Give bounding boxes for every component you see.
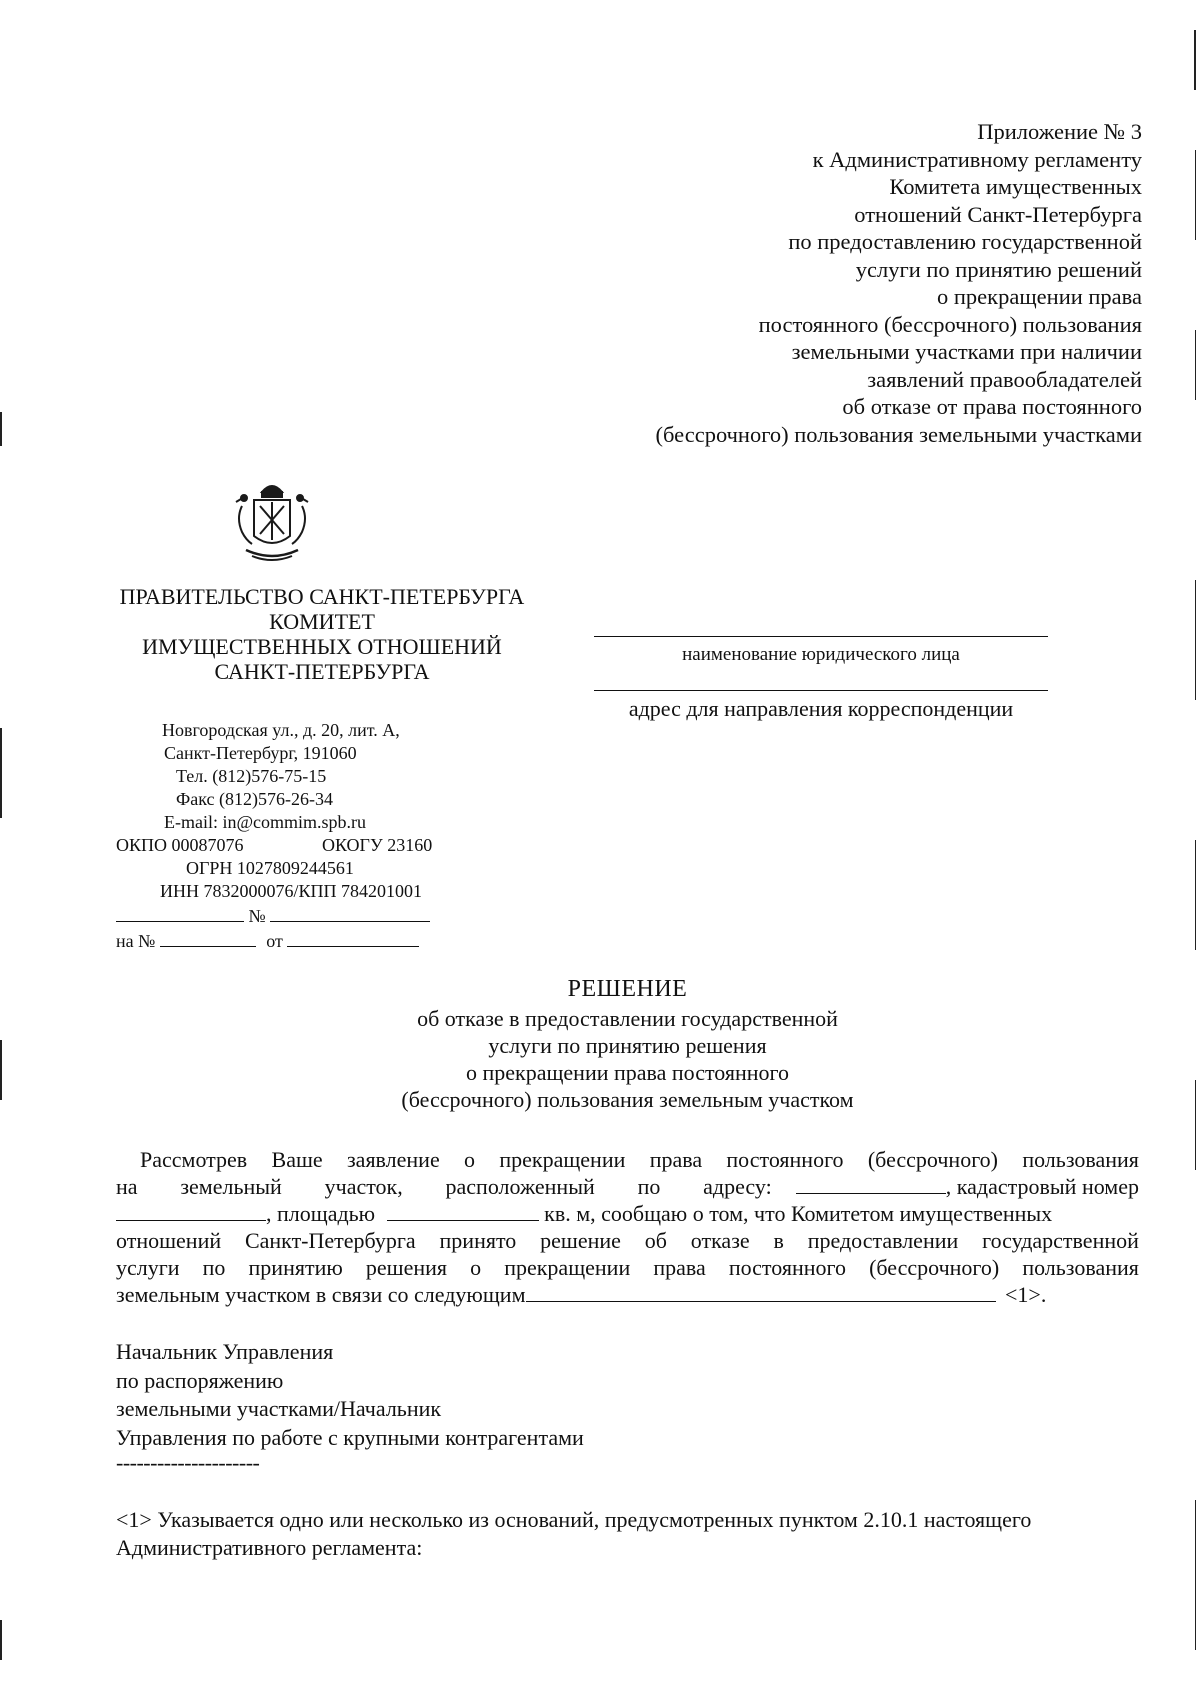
signature-separator: ---------------------: [116, 1450, 260, 1475]
body-word: пользования: [1022, 1255, 1139, 1280]
body-word: прекращении: [499, 1147, 626, 1172]
scan-edge-mark: [1195, 150, 1196, 240]
body-word: в: [773, 1228, 784, 1253]
signature-line-1: Начальник Управления: [116, 1339, 334, 1364]
appendix-line: по предоставлению государственной: [788, 229, 1142, 254]
address-line-1: Новгородская ул., д. 20, лит. А,: [162, 720, 400, 740]
scan-edge-mark: [1195, 1500, 1196, 1650]
scan-edge-mark: [1195, 1080, 1196, 1170]
body-word: участок,: [324, 1174, 403, 1199]
body-word: принято: [439, 1228, 517, 1253]
appendix-header: [656, 118, 1142, 448]
scan-edge-mark: [0, 728, 2, 818]
body-word: (бессрочного): [869, 1255, 1000, 1280]
body-line-2-tail: [796, 1173, 1139, 1200]
okpo: ОКПО 00087076: [116, 835, 244, 855]
body-word: Рассмотрев: [140, 1147, 248, 1172]
cadastral-blank: [116, 1201, 266, 1221]
ref-number-blank: [160, 928, 256, 947]
body-word: постоянного: [728, 1255, 846, 1280]
appendix-line: земельными участками при наличии: [791, 339, 1142, 364]
signature-line-4: Управления по работе с крупными контрагентами: [116, 1424, 584, 1450]
email: E-mail: in@commim.spb.ru: [164, 812, 367, 832]
body-line-5: [116, 1254, 1139, 1281]
phone: Тел. (812)576-75-15: [176, 766, 327, 786]
appendix-line: к Административному регламенту: [812, 146, 1142, 172]
body-word: государственной: [982, 1228, 1139, 1253]
body-line-1: [116, 1146, 1139, 1173]
recipient-name-block: [594, 636, 1048, 667]
footnote-ref: <1>.: [1005, 1282, 1047, 1307]
outgoing-number-line: [116, 903, 430, 928]
scan-edge-mark: [1195, 580, 1196, 700]
scan-edge-mark: [1194, 30, 1196, 90]
scan-edge-mark: [0, 412, 2, 446]
number-blank: [270, 903, 430, 922]
body-word: принятию: [248, 1255, 343, 1280]
body-word: (бессрочного): [867, 1147, 999, 1172]
recipient-address-label: адрес для направления корреспонденции: [628, 696, 1014, 721]
body-word: решения: [365, 1255, 448, 1280]
area-label: , площадью: [266, 1201, 376, 1226]
footnote: [116, 1506, 1156, 1562]
ref-label: на №: [116, 931, 156, 951]
body-word: адресу:: [703, 1174, 772, 1199]
footnote-line-2: Административного регламента:: [116, 1535, 423, 1560]
body-line-3-text: кв. м, сообщаю о том, что Комитетом имущественных: [544, 1201, 1053, 1226]
body-line-4: [116, 1227, 1139, 1254]
decision-body: [116, 1146, 1139, 1308]
scan-edge-mark: [1195, 840, 1196, 950]
number-label: №: [248, 906, 266, 926]
decision-heading: [200, 976, 1055, 1113]
decision-line-1: об отказе в предоставлении государственной: [417, 1006, 838, 1031]
signature-line-2: по распоряжению: [116, 1367, 284, 1393]
decision-line-4: (бессрочного) пользования земельным участком: [401, 1087, 854, 1112]
scan-edge-mark: [0, 1620, 2, 1660]
body-word: по: [637, 1174, 661, 1199]
body-word: на: [116, 1174, 138, 1199]
body-word: решение: [540, 1228, 621, 1253]
ref-date-blank: [287, 928, 419, 947]
appendix-line: (бессрочного) пользования земельными участками: [655, 421, 1142, 447]
appendix-line: отношений Санкт-Петербурга: [854, 201, 1142, 227]
footnote-line-1: <1> Указывается одно или несколько из оснований, предусмотренных пунктом 2.10.1 настоящего: [116, 1507, 1032, 1532]
fax: Факс (812)576-26-34: [176, 789, 333, 809]
body-word: Санкт-Петербурга: [244, 1228, 416, 1253]
body-word: по: [202, 1255, 226, 1280]
address-blank: [796, 1174, 946, 1194]
body-line-6: [116, 1281, 1139, 1308]
signature-line-3: земельными участками/Начальник: [116, 1396, 442, 1421]
body-line-3: [116, 1200, 1139, 1227]
body-word: прекращении: [504, 1255, 631, 1280]
appendix-line: услуги по принятию решений: [855, 256, 1142, 282]
signature-block: [116, 1338, 584, 1474]
body-word: права: [653, 1255, 706, 1280]
appendix-line: о прекращении права: [937, 284, 1142, 309]
body-word: расположенный: [445, 1174, 595, 1199]
org-line-4: САНКТ-ПЕТЕРБУРГА: [214, 659, 430, 684]
body-word: о: [470, 1255, 482, 1280]
appendix-line: об отказе от права постоянного: [842, 394, 1142, 419]
reference-line: [116, 928, 419, 953]
decision-line-2: услуги по принятию решения: [488, 1033, 767, 1058]
reason-label: земельным участком в связи со следующим: [116, 1282, 526, 1307]
appendix-line: Комитета имущественных: [889, 174, 1142, 199]
body-word: услуги: [116, 1255, 180, 1280]
scan-edge-mark: [0, 1040, 2, 1100]
recipient-name-line: [594, 636, 1048, 637]
contacts-block: [0, 0, 600, 1000]
cadastral-label: , кадастровый номер: [945, 1174, 1139, 1199]
org-line-3: ИМУЩЕСТВЕННЫХ ОТНОШЕНИЙ: [142, 634, 502, 659]
decision-title: РЕШЕНИЕ: [567, 976, 688, 1002]
ogrn: ОГРН 1027809244561: [186, 858, 354, 878]
appendix-line: Приложение № 3: [977, 119, 1142, 144]
body-line-2: [116, 1173, 1139, 1200]
recipient-name-label: наименование юридического лица: [682, 644, 960, 665]
date-blank: [116, 903, 244, 922]
body-word: отказе: [690, 1228, 750, 1253]
from-label: от: [266, 931, 283, 951]
body-word: о: [464, 1147, 476, 1172]
area-blank: [387, 1201, 539, 1221]
body-word: об: [644, 1228, 667, 1253]
body-word: пользования: [1022, 1147, 1139, 1172]
body-word: постоянного: [726, 1147, 844, 1172]
inn-kpp: ИНН 7832000076/КПП 784201001: [160, 881, 423, 901]
reason-blank: [526, 1282, 996, 1302]
body-word: земельный: [180, 1174, 282, 1199]
appendix-line: заявлений правообладателей: [867, 366, 1142, 392]
body-word: заявление: [346, 1147, 440, 1172]
body-word: права: [649, 1147, 703, 1172]
address-line-2: Санкт-Петербург, 191060: [164, 743, 357, 763]
body-line-2-words: [116, 1173, 772, 1200]
body-word: предоставлении: [807, 1228, 959, 1253]
body-word: Ваше: [271, 1147, 323, 1172]
recipient-address-line: [594, 690, 1048, 691]
okogu: ОКОГУ 23160: [322, 835, 433, 855]
org-line-1: ПРАВИТЕЛЬСТВО САНКТ-ПЕТЕРБУРГА: [119, 584, 525, 609]
decision-line-3: о прекращении права постоянного: [465, 1060, 790, 1085]
recipient-address-block: [594, 690, 1048, 722]
body-word: отношений: [116, 1228, 222, 1253]
scan-edge-mark: [1195, 330, 1196, 400]
org-line-2: КОМИТЕТ: [269, 609, 375, 634]
appendix-line: постоянного (бессрочного) пользования: [758, 311, 1142, 337]
